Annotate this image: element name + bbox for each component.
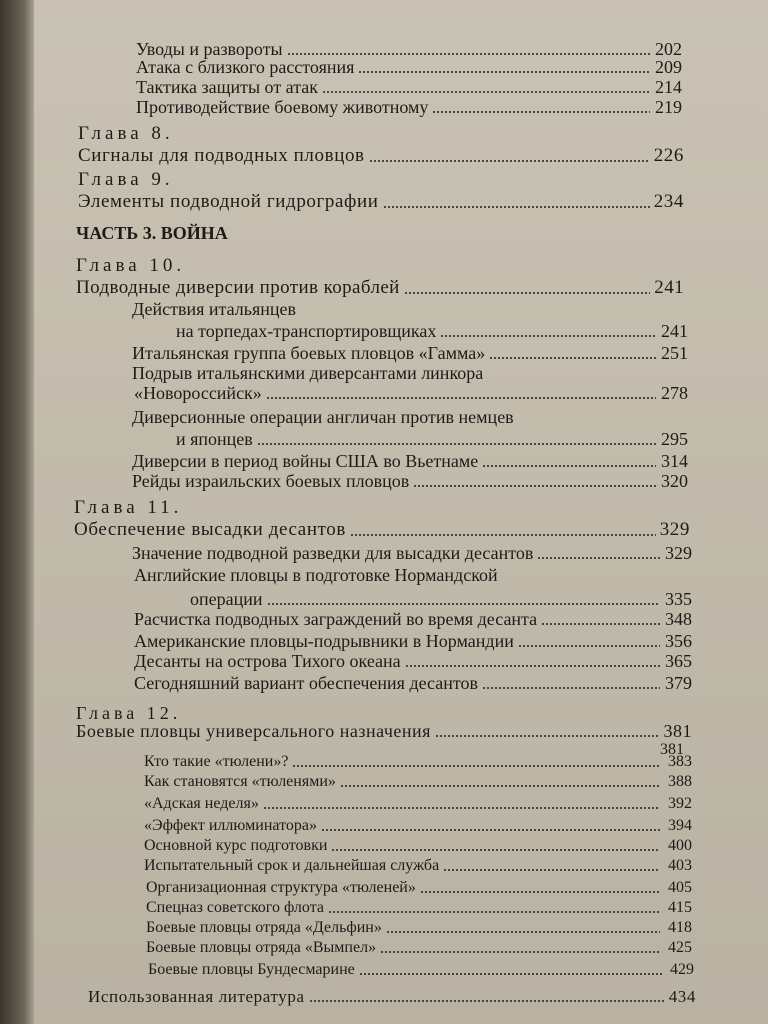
toc-entry: «Новороссийск» 278 — [134, 383, 688, 403]
leader-dots — [518, 645, 660, 647]
toc-entry: Как становятся «тюленями» 388 — [144, 773, 692, 790]
leader-dots — [383, 206, 650, 208]
leader-dots — [328, 911, 660, 913]
toc-entry: Американские пловцы-подрывники в Нормандии 356 — [134, 631, 692, 651]
leader-dots — [292, 765, 660, 767]
toc-entry: «Адская неделя» 392 — [144, 795, 692, 812]
toc-entry-line1: Диверсионные операции англичан против немцев — [132, 407, 514, 427]
toc-entry: Спецназ советского флота 415 — [146, 899, 692, 916]
leader-dots — [257, 443, 656, 445]
leader-dots — [482, 465, 656, 467]
leader-dots — [405, 665, 660, 667]
leader-dots — [350, 534, 656, 536]
toc-entry: Рейды израильских боевых пловцов 320 — [132, 471, 688, 491]
leader-dots — [322, 91, 650, 93]
toc-entry: Организационная структура «тюленей» 405 — [146, 879, 692, 896]
leader-dots — [369, 160, 650, 162]
toc-entry-line1: Подрыв итальянскими диверсантами линкора — [132, 363, 484, 383]
chapter-title-entry: Боевые пловцы универсального назначения 381 — [76, 721, 692, 741]
chapter-label: Глава 12. — [76, 703, 182, 723]
chapter-label: Глава 8. — [78, 123, 174, 144]
toc-entry: Атака с близкого расстояния 209 — [136, 57, 682, 77]
leader-dots — [413, 485, 656, 487]
toc-entry: Уводы и развороты 202 — [136, 39, 682, 59]
leader-dots — [287, 53, 650, 55]
toc-entry: Кто такие «тюлени»? 383 — [144, 753, 692, 770]
toc-entry: операции 335 — [190, 589, 692, 609]
leader-dots — [380, 951, 660, 953]
leader-dots — [267, 603, 660, 605]
toc-entry: Противодействие боевому животному 219 — [136, 97, 682, 117]
leader-dots — [266, 397, 656, 399]
chapter-title-entry: Подводные диверсии против кораблей 241 — [76, 277, 684, 298]
chapter-label: Глава 11. — [74, 497, 183, 518]
leader-dots — [359, 973, 662, 975]
toc-entry: Основной курс подготовки 400 — [144, 837, 692, 854]
leader-dots — [443, 869, 660, 871]
leader-dots — [432, 111, 650, 113]
chapter-title-entry: Сигналы для подводных пловцов 226 — [78, 145, 684, 166]
leader-dots — [263, 807, 660, 809]
leader-dots — [404, 292, 651, 294]
toc-entry: Диверсии в период войны США во Вьетнаме 314 — [132, 451, 688, 471]
toc-entry: «Эффект иллюминатора» 394 — [144, 817, 692, 834]
toc-entry: Сегодняшний вариант обеспечения десантов 379 — [134, 673, 692, 693]
chapter-label: Глава 9. — [78, 169, 174, 190]
toc-entry: Испытательный срок и дальнейшая служба 403 — [144, 857, 692, 874]
leader-dots — [489, 357, 656, 359]
leader-dots — [482, 687, 660, 689]
toc-entry: Итальянская группа боевых пловцов «Гамма» 251 — [132, 343, 688, 363]
toc-entry: Тактика защиты от атак 214 — [136, 77, 682, 97]
toc-entry: Значение подводной разведки для высадки десантов 329 — [132, 543, 692, 563]
part-heading: ЧАСТЬ 3. ВОЙНА — [76, 223, 228, 243]
chapter-title-entry: Элементы подводной гидрографии 234 — [78, 191, 684, 212]
leader-dots — [537, 557, 660, 559]
leader-dots — [440, 335, 656, 337]
toc-entry-line1: Действия итальянцев — [132, 299, 296, 319]
leader-dots — [435, 735, 660, 737]
toc-entry: Расчистка подводных заграждений во время десанта 348 — [134, 609, 692, 629]
bibliography-entry: Использованная литература 434 — [88, 987, 696, 1006]
leader-dots — [309, 1000, 664, 1002]
page-number: 381 — [660, 741, 684, 758]
leader-dots — [420, 891, 660, 893]
leader-dots — [358, 71, 650, 73]
leader-dots — [340, 785, 660, 787]
toc-entry: Боевые пловцы отряда «Дельфин» 418 — [146, 919, 692, 936]
chapter-title-entry: Обеспечение высадки десантов 329 — [74, 519, 690, 540]
leader-dots — [321, 829, 660, 831]
leader-dots — [541, 623, 660, 625]
chapter-label: Глава 10. — [76, 255, 186, 276]
toc-entry: на торпедах-транспортировщиках 241 — [176, 321, 688, 341]
leader-dots — [386, 931, 660, 933]
toc-entry: Боевые пловцы Бундесмарине 429 — [148, 961, 694, 978]
toc-entry-line1: Английские пловцы в подготовке Нормандской — [134, 565, 498, 585]
toc-entry: Боевые пловцы отряда «Вымпел» 425 — [146, 939, 692, 956]
leader-dots — [331, 849, 660, 851]
toc-entry: Десанты на острова Тихого океана 365 — [134, 651, 692, 671]
toc-entry: и японцев 295 — [176, 429, 688, 449]
